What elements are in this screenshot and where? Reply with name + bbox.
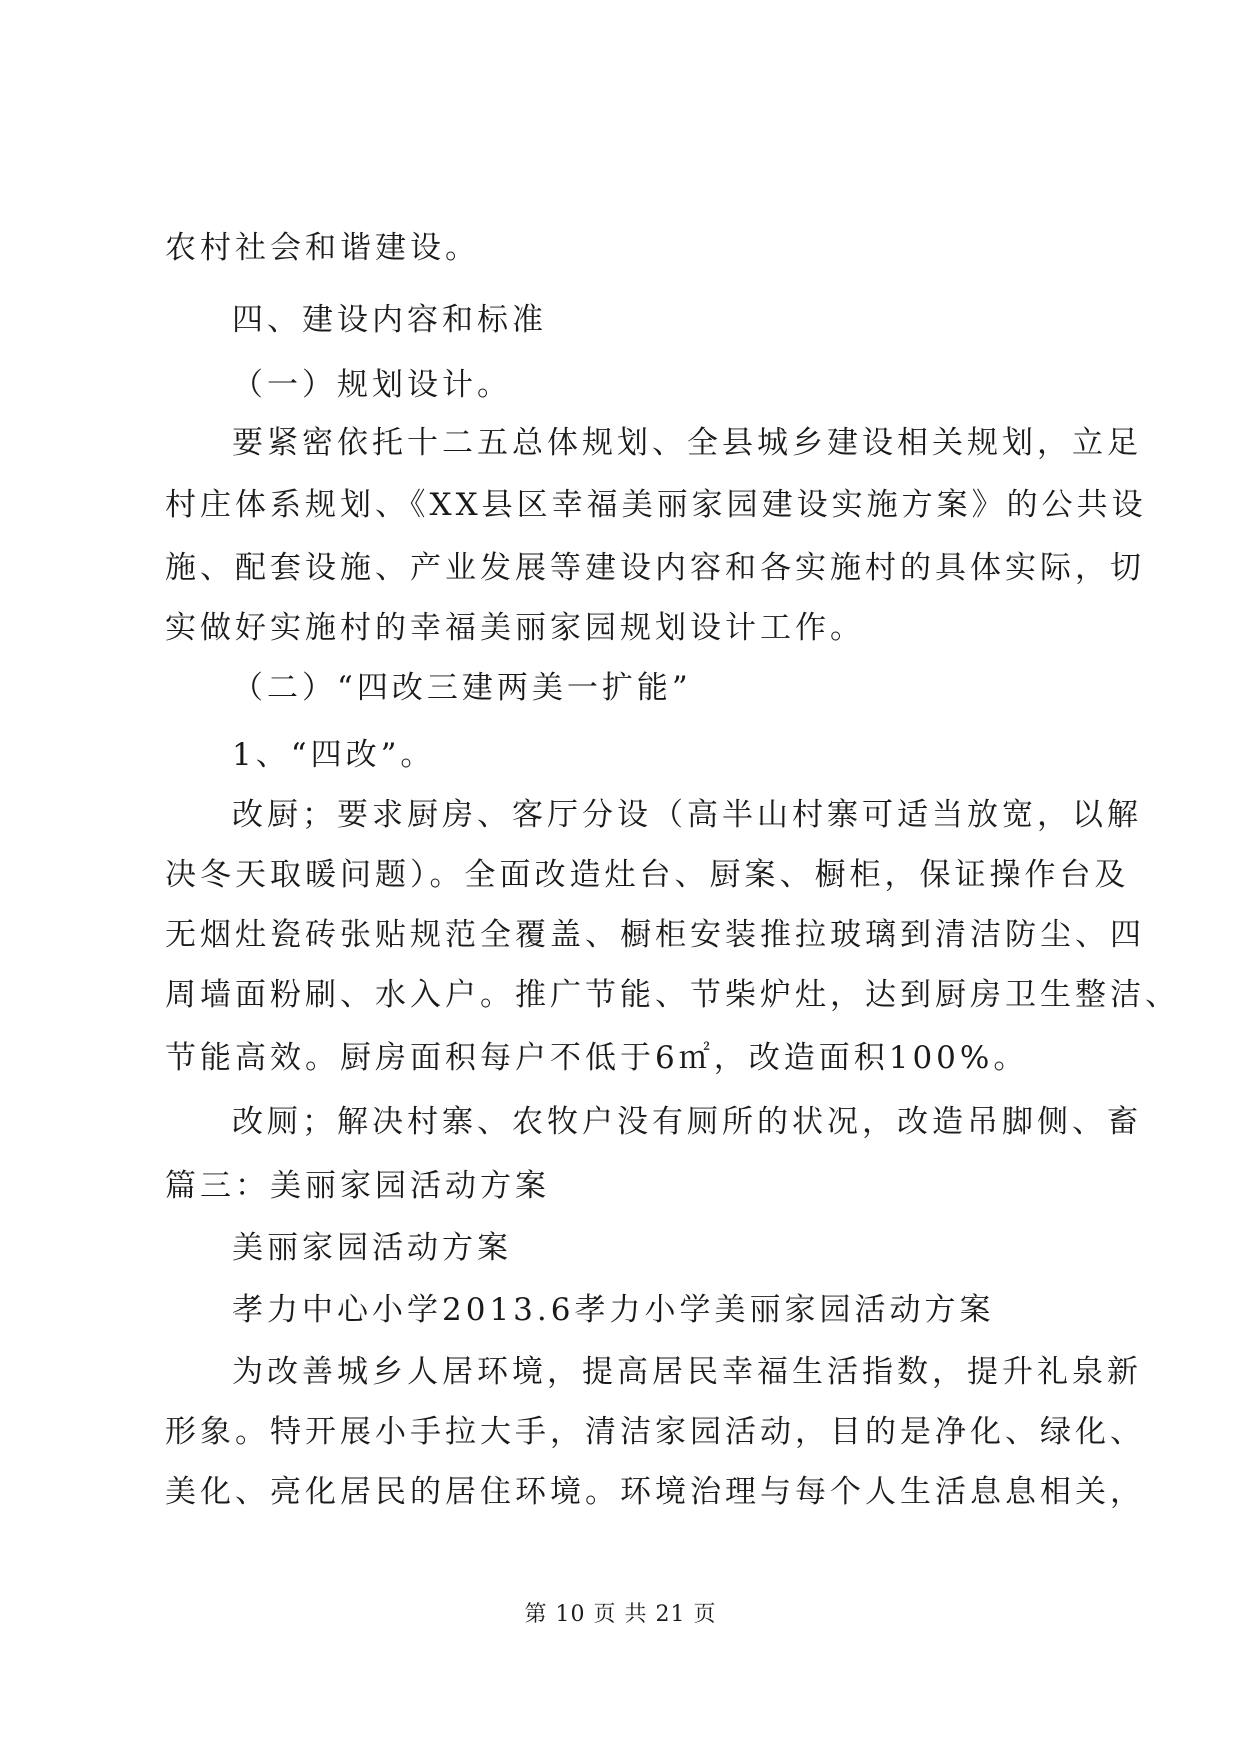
body-text-line: 形象。特开展小手拉大手，清洁家园活动，目的是净化、绿化、 <box>165 1414 1145 1450</box>
body-text-line: 美化、亮化居民的居住环境。环境治理与每个人生活息息相关， <box>165 1474 1145 1510</box>
chapter-heading: 篇三：美丽家园活动方案 <box>165 1168 550 1204</box>
body-text-line: 村庄体系规划、《XX县区幸福美丽家园建设实施方案》的公共设 <box>165 487 1147 523</box>
body-text-line: 农村社会和谐建设。 <box>165 230 480 266</box>
body-text-line: 为改善城乡人居环境，提高居民幸福生活指数，提升礼泉新 <box>232 1354 1142 1390</box>
body-text-line: 实做好实施村的幸福美丽家园规划设计工作。 <box>165 610 865 646</box>
document-title: 美丽家园活动方案 <box>232 1230 512 1266</box>
item-heading: 1、“四改”。 <box>232 737 436 773</box>
page-number-footer: 第 10 页 共 21 页 <box>524 1602 717 1627</box>
body-text-line: 无烟灶瓷砖张贴规范全覆盖、橱柜安装推拉玻璃到清洁防尘、四 <box>165 917 1145 953</box>
body-text-line: 施、配套设施、产业发展等建设内容和各实施村的具体实际，切 <box>165 550 1145 586</box>
body-text-line: 决冬天取暖问题）。全面改造灶台、厨案、橱柜，保证操作台及 <box>165 857 1130 893</box>
subsection-heading: （一）规划设计。 <box>232 367 512 403</box>
body-text-line: 改厕；解决村寨、农牧户没有厕所的状况，改造吊脚侧、畜 <box>232 1104 1142 1140</box>
body-text-line: 改厨；要求厨房、客厅分设（高半山村寨可适当放宽，以解 <box>232 797 1142 833</box>
body-text-line: 周墙面粉刷、水入户。推广节能、节柴炉灶，达到厨房卫生整洁、 <box>165 977 1180 1013</box>
section-heading: 四、建设内容和标准 <box>232 302 547 338</box>
subsection-heading: （二）“四改三建两美一扩能” <box>232 670 692 706</box>
body-text-line: 孝力中心小学2013.6孝力小学美丽家园活动方案 <box>232 1292 995 1328</box>
body-text-line: 节能高效。厨房面积每户不低于6㎡，改造面积100%。 <box>165 1040 1029 1076</box>
body-text-line: 要紧密依托十二五总体规划、全县城乡建设相关规划，立足 <box>232 425 1142 461</box>
